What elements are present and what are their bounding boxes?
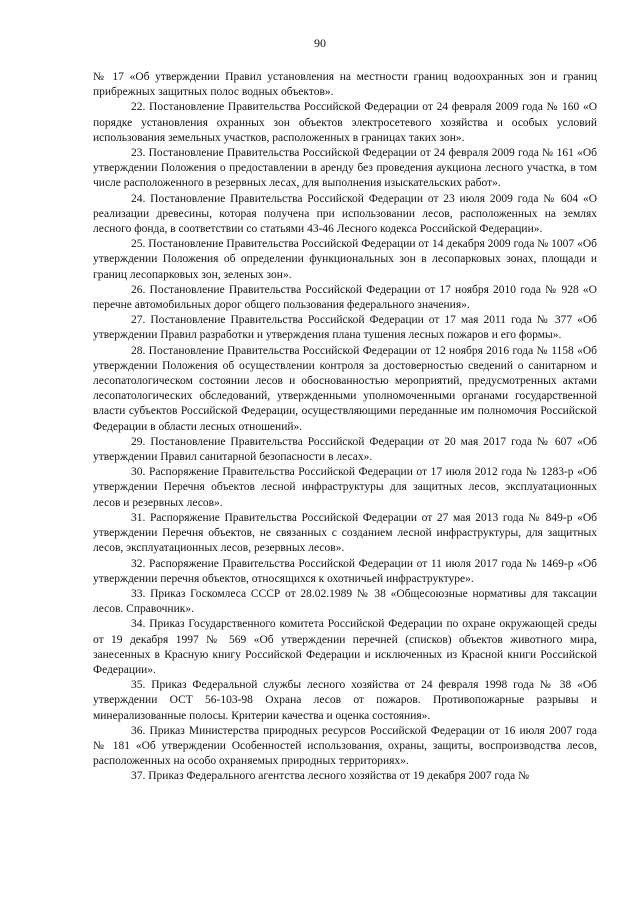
paragraph-32: 32. Распоряжение Правительства Российской Федерации от 11 июля 2017 года № 1469-р «Об утверждении перечня объектов, относящихся к охотничьей инфраструктуре».	[93, 557, 597, 585]
paragraph-25: 25. Постановление Правительства Российской Федерации от 14 декабря 2009 года № 1007 «Об утверждении Положения об определении функциональных зон в лесопарковых зонах, площади и границ лесопарковых зон, зеленых зон».	[93, 238, 597, 281]
paragraph-33: 33. Приказ Госкомлеса СССР от 28.02.1989 № 38 «Общесоюзные нормативы для таксации лесов. Справочник».	[93, 587, 597, 616]
document-body	[93, 70, 597, 785]
paragraph-24: 24. Постановление Правительства Российской Федерации от 23 июля 2009 года № 604 «О реализации древесины, которая получена при использовании лесов, расположенных на землях лесного фонда, в соответствии со статьями 43-46 Лесного кодекса Российской Федерации».	[93, 192, 597, 236]
paragraph-36: 36. Приказ Министерства природных ресурсов Российской Федерации от 16 июля 2007 года № 181 «Об утверждении Особенностей использования, охраны, защиты, воспроизводства лесов, расположенных на особо охраняемых природных территориях».	[93, 724, 597, 768]
paragraph-22: 22. Постановление Правительства Российской Федерации от 24 февраля 2009 года № 160 «О порядке установления охранных зон объектов электросетевого хозяйства и особых условий использования земельных участков, расположенных в границах таких зон».	[93, 101, 597, 144]
paragraph-34: 34. Приказ Государственного комитета Российской Федерации по охране окружающей среды от 19 декабря 1997 № 569 «Об утверждении перечней (списков) объектов животного мира, занесенных в Красную книгу Российской Федерации и исключенных из Красной книги Российской Федерации».	[93, 618, 597, 676]
paragraph-31: 31. Распоряжение Правительства Российской Федерации от 27 мая 2013 года № 849-р «Об утверждении Перечня объектов, не связанных с созданием лесной инфраструктуры, для защитных лесов, эксплуатационных лесов, резервных лесов».	[93, 511, 597, 555]
paragraph-37: 37. Приказ Федерального агентства лесного хозяйства от 19 декабря 2007 года №	[131, 770, 530, 783]
paragraph-26: 26. Постановление Правительства Российской Федерации от 17 ноября 2010 года № 928 «О перечне автомобильных дорог общего пользования федерального значения».	[93, 283, 597, 312]
paragraph-30: 30. Распоряжение Правительства Российской Федерации от 17 июля 2012 года № 1283-р «Об утверждении Перечня объектов лесной инфраструктуры для защитных лесов, эксплуатационных лесов и резервных лесов».	[93, 466, 597, 509]
paragraph-continuation: № 17 «Об утверждении Правил установления на местности границ водоохранных зон и границ прибрежных защитных полос водных объектов».	[93, 71, 597, 99]
paragraph-27: 27. Постановление Правительства Российской Федерации от 17 мая 2011 года № 377 «Об утверждении Правил разработки и утверждения плана тушения лесных пожаров и его формы».	[93, 314, 597, 342]
paragraph-35: 35. Приказ Федеральной службы лесного хозяйства от 24 февраля 1998 года № 38 «Об утверждении ОСТ 56-103-98 Охрана лесов от пожаров. Противопожарные разрывы и минерализованные полосы. Критерии качества и оценка состояния».	[93, 679, 597, 722]
paragraph-28: 28. Постановление Правительства Российской Федерации от 12 ноября 2016 года № 1158 «Об утверждении Положения об осуществлении контроля за достоверностью сведений о санитарном и лесопатологическом состоянии лесов и обоснованностью мероприятий, предусмотренных актами лесопатологических обследований, утвержденными уполномоченными органами государственной власти субъектов Российской Федерации, осуществляющими переданные им полномочия Российской Федерации в области лесных отношений».	[93, 344, 597, 433]
page-number: 90	[314, 36, 326, 50]
paragraph-23: 23. Постановление Правительства Российской Федерации от 24 февраля 2009 года № 161 «Об утверждении Положения о предоставлении в аренду без проведения аукциона лесного участка, в том числе расположенного в резервных лесах, для выполнения изыскательских работ».	[93, 147, 597, 190]
paragraph-29: 29. Постановление Правительства Российской Федерации от 20 мая 2017 года № 607 «Об утверждении Правил санитарной безопасности в лесах».	[93, 435, 597, 464]
